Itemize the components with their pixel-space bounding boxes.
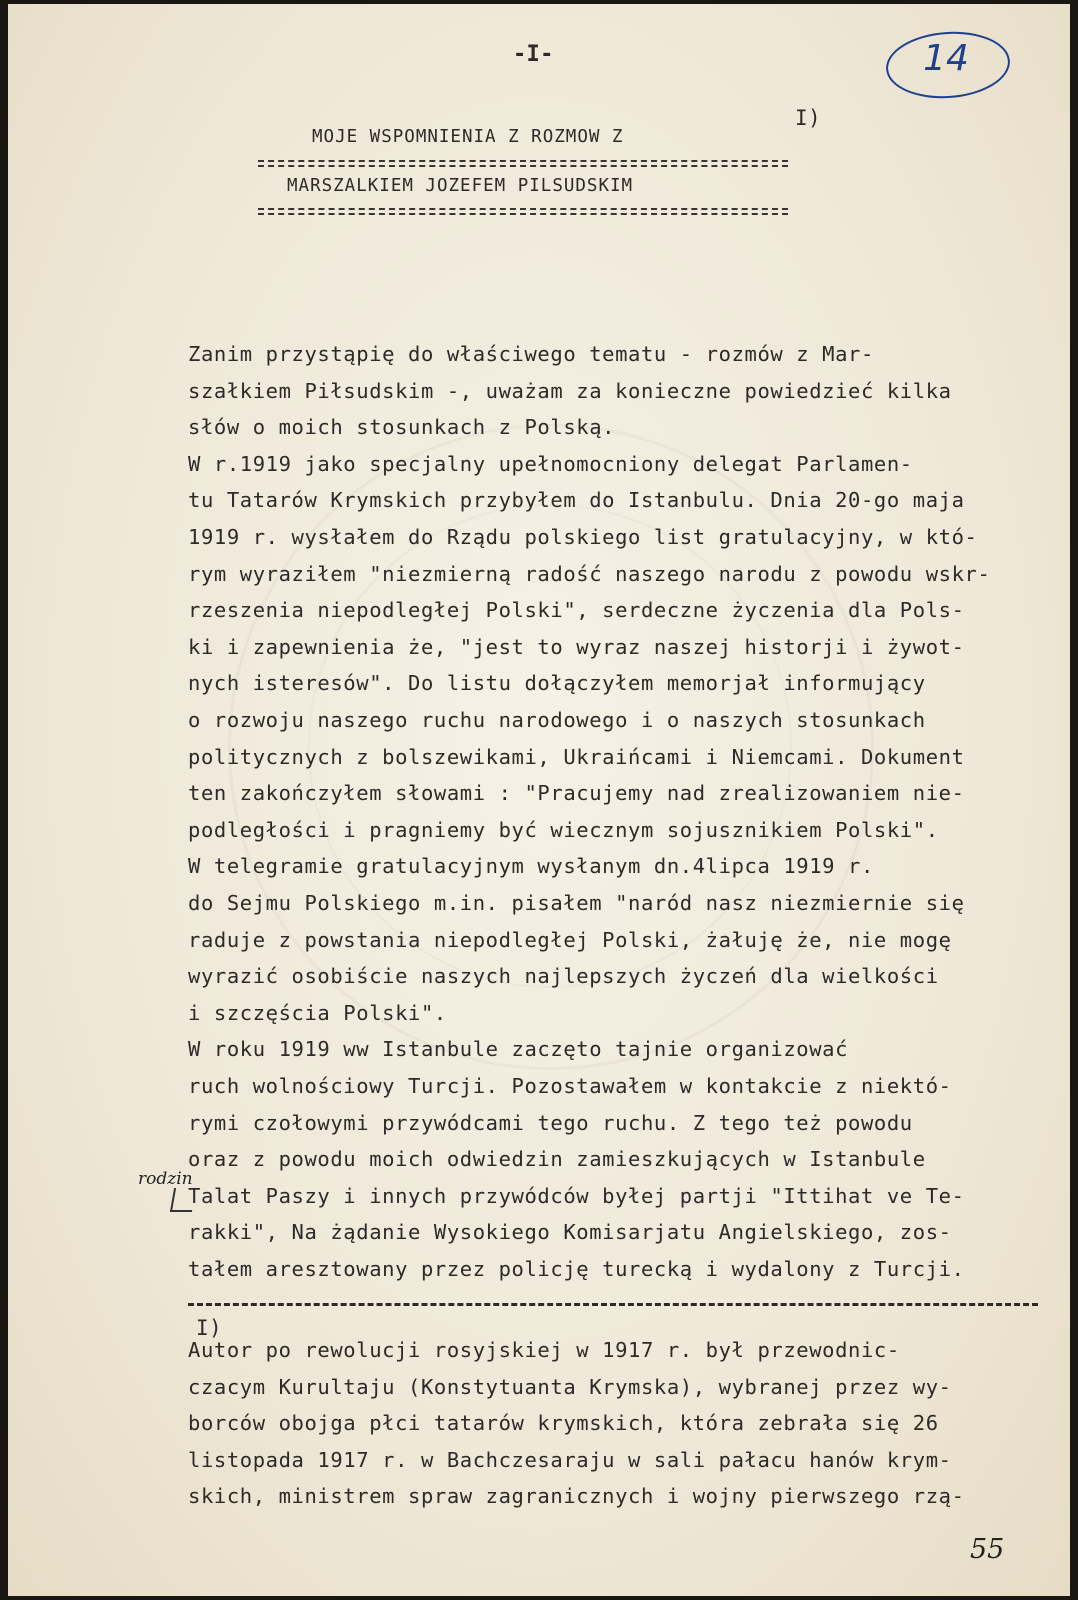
text-line: politycznych z bolszewikami, Ukraińcami i Niemcami. Dokument [188, 744, 965, 769]
text-line: ki i zapewnienia że, "jest to wyraz naszej historji i żywot- [188, 634, 965, 659]
handwritten-page-number: 55 [970, 1534, 1005, 1565]
text-line: Zanim przystąpię do właściwego tematu - rozmów z Mar- [188, 342, 874, 366]
footnote-separator [188, 1303, 1038, 1306]
title-footnote-marker: I) [795, 106, 821, 130]
text-line: W telegramie gratulacyjnym wysłanym dn.4lipca 1919 r. [188, 854, 874, 879]
text-line: raduje z powstania niepodległej Polski, żałuję że, nie mogę [188, 927, 952, 952]
text-line: i szczęścia Polski". [188, 1000, 447, 1025]
text-line: ten zakończyłem słowami : "Pracujemy nad zrealizowaniem nie- [188, 781, 965, 806]
text-line: rakki", Na żądanie Wysokiego Komisarjatu Angielskiego, zos- [188, 1220, 952, 1245]
archive-stamp-number: 14 [923, 38, 969, 79]
footnote-line: listopada 1917 r. w Bachczesaraju w sali pałacu hanów krym- [188, 1447, 952, 1472]
text-line: podległości i pragniemy być wiecznym sojusznikiem Polski". [188, 817, 939, 842]
footnote-line: Autor po rewolucji rosyjskiej w 1917 r. był przewodnic- [188, 1338, 900, 1362]
margin-handwritten-note: rodzin [138, 1169, 193, 1189]
text-line: 1919 r. wysłałem do Rządu polskiego list gratulacyjny, w któ- [188, 525, 978, 549]
text-line: ruch wolnościowy Turcji. Pozostawałem w kontakcie z niektó- [188, 1074, 952, 1098]
text-line: nych isteresów". Do listu dołączyłem memorjał informujący [188, 671, 926, 696]
text-line: wyrazić osobiście naszych najlepszych życzeń dla wielkości [188, 964, 939, 989]
text-line: słów o moich stosunkach z Polską. [188, 415, 616, 440]
margin-insertion-mark [170, 1188, 196, 1212]
title-underline [258, 165, 788, 167]
text-line: Talat Paszy i innych przywódców byłej partji "Ittihat ve Te- [188, 1183, 965, 1208]
document-title-line-2: MARSZALKIEM JOZEFEM PILSUDSKIM [287, 176, 634, 196]
title-underline [258, 160, 788, 162]
text-line: W roku 1919 ww Istanbule zaczęto tajnie organizować [188, 1037, 849, 1062]
footnote-line: skich, ministrem spraw zagranicznych i wojny pierwszego rzą- [188, 1484, 965, 1509]
title-underline [258, 213, 788, 215]
text-line: tu Tatarów Krymskich przybyłem do Istanbulu. Dnia 20-go maja [188, 488, 965, 513]
text-line: rym wyraziłem "niezmierną radość naszego narodu z powodu wskr- [188, 561, 991, 586]
text-line: tałem aresztowany przez policję turecką i wydalony z Turcji. [188, 1257, 965, 1281]
text-line: o rozwoju naszego ruchu narodowego i o naszych stosunkach [188, 708, 926, 732]
document-title-line-1: MOJE WSPOMNIENIA Z ROZMOW Z [312, 127, 624, 147]
page-number: -I- [513, 42, 554, 67]
footnote-line: borców obojga płci tatarów krymskich, która zebrała się 26 [188, 1411, 939, 1436]
text-line: W r.1919 jako specjalny upełnomocniony delegat Parlamen- [188, 451, 913, 476]
document-page [8, 4, 1070, 1596]
text-line: szałkiem Piłsudskim -, uważam za konieczne powiedzieć kilka [188, 378, 952, 403]
footnote-line: czacym Kurultaju (Konstytuanta Krymska), wybranej przez wy- [188, 1374, 952, 1399]
text-line: rzeszenia niepodległej Polski", serdeczne życzenia dla Pols- [188, 598, 965, 623]
text-line: do Sejmu Polskiego m.in. pisałem "naród nasz niezmiernie się [188, 891, 965, 915]
footnote-marker: I) [196, 1316, 222, 1340]
text-line: rymi czołowymi przywódcami tego ruchu. Z tego też powodu [188, 1110, 913, 1135]
text-line: oraz z powodu moich odwiedzin zamieszkujących w Istanbule [188, 1147, 926, 1172]
title-underline [258, 208, 788, 210]
